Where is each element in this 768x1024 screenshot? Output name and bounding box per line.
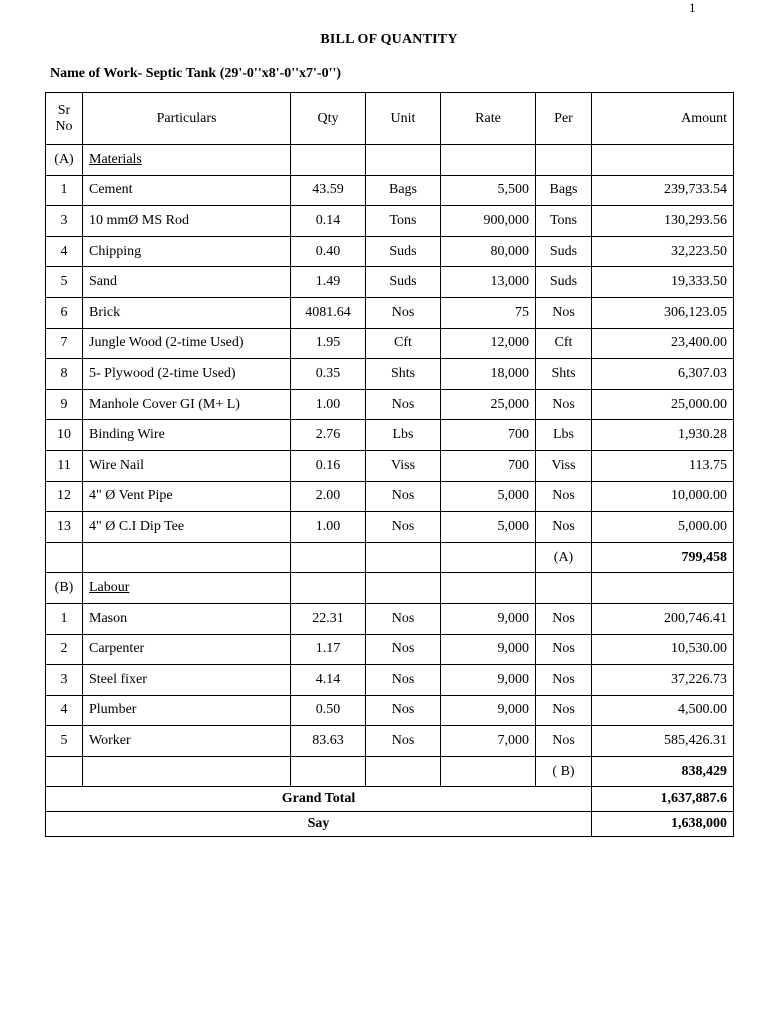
unit-cell: Nos	[366, 297, 441, 328]
empty-cell	[366, 145, 441, 176]
sr-no-cell: 6	[46, 297, 83, 328]
grand-total-amount: 1,637,887.6	[592, 787, 734, 812]
amount-cell: 4,500.00	[592, 695, 734, 726]
table-row	[46, 206, 734, 237]
qty-cell: 1.17	[291, 634, 366, 665]
empty-cell	[592, 145, 734, 176]
amount-cell: 23,400.00	[592, 328, 734, 359]
sr-no-cell: 9	[46, 389, 83, 420]
section-title: Materials	[89, 151, 142, 167]
work-name: Name of Work- Septic Tank (29'-0''x8'-0''x7'-0'')	[50, 66, 342, 81]
per-cell: Nos	[536, 665, 592, 696]
amount-cell: 10,530.00	[592, 634, 734, 665]
header-rate: Rate	[441, 93, 536, 145]
particulars-cell: Plumber	[83, 695, 291, 726]
rate-cell: 75	[441, 297, 536, 328]
empty-cell	[592, 573, 734, 604]
bill-of-quantity-table	[45, 92, 734, 837]
particulars-cell: Steel fixer	[83, 665, 291, 696]
empty-cell	[441, 573, 536, 604]
section-header-row	[46, 145, 734, 176]
empty-cell	[366, 542, 441, 573]
table-row	[46, 297, 734, 328]
per-cell: Tons	[536, 206, 592, 237]
document-title: BILL OF QUANTITY	[320, 32, 458, 47]
sr-no-cell: 1	[46, 175, 83, 206]
particulars-cell: Manhole Cover GI (M+ L)	[83, 389, 291, 420]
particulars-cell: Chipping	[83, 236, 291, 267]
amount-cell: 1,930.28	[592, 420, 734, 451]
rate-cell: 700	[441, 450, 536, 481]
table-row	[46, 328, 734, 359]
particulars-cell: Jungle Wood (2-time Used)	[83, 328, 291, 359]
table-row	[46, 634, 734, 665]
empty-cell	[441, 756, 536, 787]
section-header-row	[46, 573, 734, 604]
table-row	[46, 450, 734, 481]
particulars-cell: Binding Wire	[83, 420, 291, 451]
rate-cell: 7,000	[441, 726, 536, 757]
empty-cell	[366, 573, 441, 604]
unit-cell: Nos	[366, 603, 441, 634]
particulars-cell: Carpenter	[83, 634, 291, 665]
per-cell: Lbs	[536, 420, 592, 451]
qty-cell: 4081.64	[291, 297, 366, 328]
unit-cell: Suds	[366, 267, 441, 298]
rate-cell: 900,000	[441, 206, 536, 237]
unit-cell: Nos	[366, 512, 441, 543]
sr-no-cell: 12	[46, 481, 83, 512]
table-row	[46, 175, 734, 206]
qty-cell: 0.35	[291, 359, 366, 390]
amount-cell: 113.75	[592, 450, 734, 481]
per-cell: Nos	[536, 726, 592, 757]
qty-cell: 1.00	[291, 512, 366, 543]
table-header-row	[46, 93, 734, 145]
qty-cell: 0.16	[291, 450, 366, 481]
rate-cell: 9,000	[441, 665, 536, 696]
header-sr-no	[46, 93, 83, 145]
header-per: Per	[536, 93, 592, 145]
unit-cell: Nos	[366, 481, 441, 512]
empty-cell	[291, 573, 366, 604]
particulars-cell: 4" Ø Vent Pipe	[83, 481, 291, 512]
sr-no-cell: 3	[46, 665, 83, 696]
rate-cell: 9,000	[441, 603, 536, 634]
rate-cell: 5,000	[441, 512, 536, 543]
qty-cell: 22.31	[291, 603, 366, 634]
rate-cell: 13,000	[441, 267, 536, 298]
unit-cell: Nos	[366, 695, 441, 726]
amount-cell: 306,123.05	[592, 297, 734, 328]
rate-cell: 9,000	[441, 634, 536, 665]
amount-cell: 239,733.54	[592, 175, 734, 206]
amount-cell: 200,746.41	[592, 603, 734, 634]
unit-cell: Lbs	[366, 420, 441, 451]
sr-no-cell: 5	[46, 267, 83, 298]
section-title-cell	[83, 573, 291, 604]
per-cell: Nos	[536, 603, 592, 634]
qty-cell: 0.14	[291, 206, 366, 237]
amount-cell: 37,226.73	[592, 665, 734, 696]
say-label: Say	[46, 812, 592, 837]
sr-no-cell: 8	[46, 359, 83, 390]
table-row	[46, 267, 734, 298]
table-row	[46, 481, 734, 512]
header-no-label: No	[55, 118, 73, 134]
qty-cell: 1.95	[291, 328, 366, 359]
unit-cell: Nos	[366, 634, 441, 665]
sr-no-cell: 1	[46, 603, 83, 634]
particulars-cell: 5- Plywood (2-time Used)	[83, 359, 291, 390]
section-title: Labour	[89, 580, 130, 596]
say-row	[46, 812, 734, 837]
amount-cell: 10,000.00	[592, 481, 734, 512]
rate-cell: 5,000	[441, 481, 536, 512]
unit-cell: Cft	[366, 328, 441, 359]
header-particulars: Particulars	[83, 93, 291, 145]
rate-cell: 5,500	[441, 175, 536, 206]
per-cell: Suds	[536, 236, 592, 267]
qty-cell: 2.76	[291, 420, 366, 451]
header-amount: Amount	[592, 93, 734, 145]
sr-no-cell: 10	[46, 420, 83, 451]
unit-cell: Nos	[366, 389, 441, 420]
empty-cell	[46, 542, 83, 573]
particulars-cell: Brick	[83, 297, 291, 328]
qty-cell: 1.00	[291, 389, 366, 420]
subtotal-amount: 799,458	[592, 542, 734, 573]
empty-cell	[291, 756, 366, 787]
rate-cell: 25,000	[441, 389, 536, 420]
sr-no-cell: 4	[46, 236, 83, 267]
section-label: (A)	[46, 145, 83, 176]
per-cell: Shts	[536, 359, 592, 390]
subtotal-label: (A)	[536, 542, 592, 573]
per-cell: Nos	[536, 297, 592, 328]
header-unit: Unit	[366, 93, 441, 145]
table-row	[46, 420, 734, 451]
per-cell: Cft	[536, 328, 592, 359]
particulars-cell: 10 mmØ MS Rod	[83, 206, 291, 237]
rate-cell: 80,000	[441, 236, 536, 267]
amount-cell: 6,307.03	[592, 359, 734, 390]
qty-cell: 43.59	[291, 175, 366, 206]
empty-cell	[83, 756, 291, 787]
per-cell: Nos	[536, 634, 592, 665]
qty-cell: 1.49	[291, 267, 366, 298]
empty-cell	[291, 542, 366, 573]
particulars-cell: Cement	[83, 175, 291, 206]
rate-cell: 12,000	[441, 328, 536, 359]
per-cell: Bags	[536, 175, 592, 206]
amount-cell: 130,293.56	[592, 206, 734, 237]
sr-no-cell: 7	[46, 328, 83, 359]
unit-cell: Suds	[366, 236, 441, 267]
per-cell: Suds	[536, 267, 592, 298]
unit-cell: Nos	[366, 665, 441, 696]
sr-no-cell: 2	[46, 634, 83, 665]
empty-cell	[536, 145, 592, 176]
header-qty: Qty	[291, 93, 366, 145]
sr-no-cell: 11	[46, 450, 83, 481]
particulars-cell: Sand	[83, 267, 291, 298]
unit-cell: Shts	[366, 359, 441, 390]
table-row	[46, 665, 734, 696]
qty-cell: 0.40	[291, 236, 366, 267]
empty-cell	[536, 573, 592, 604]
unit-cell: Nos	[366, 726, 441, 757]
particulars-cell: Mason	[83, 603, 291, 634]
sr-no-cell: 3	[46, 206, 83, 237]
rate-cell: 18,000	[441, 359, 536, 390]
subtotal-row	[46, 756, 734, 787]
empty-cell	[366, 756, 441, 787]
grand-total-row	[46, 787, 734, 812]
per-cell: Nos	[536, 512, 592, 543]
per-cell: Viss	[536, 450, 592, 481]
unit-cell: Tons	[366, 206, 441, 237]
table-row	[46, 389, 734, 420]
amount-cell: 5,000.00	[592, 512, 734, 543]
page-number: 1	[689, 0, 696, 15]
per-cell: Nos	[536, 389, 592, 420]
qty-cell: 0.50	[291, 695, 366, 726]
table-row	[46, 236, 734, 267]
particulars-cell: 4" Ø C.I Dip Tee	[83, 512, 291, 543]
table-row	[46, 726, 734, 757]
empty-cell	[441, 145, 536, 176]
qty-cell: 4.14	[291, 665, 366, 696]
say-amount: 1,638,000	[592, 812, 734, 837]
amount-cell: 19,333.50	[592, 267, 734, 298]
amount-cell: 585,426.31	[592, 726, 734, 757]
qty-cell: 83.63	[291, 726, 366, 757]
rate-cell: 700	[441, 420, 536, 451]
grand-total-label: Grand Total	[46, 787, 592, 812]
subtotal-amount: 838,429	[592, 756, 734, 787]
amount-cell: 25,000.00	[592, 389, 734, 420]
table-row	[46, 603, 734, 634]
unit-cell: Viss	[366, 450, 441, 481]
per-cell: Nos	[536, 481, 592, 512]
amount-cell: 32,223.50	[592, 236, 734, 267]
per-cell: Nos	[536, 695, 592, 726]
subtotal-label: ( B)	[536, 756, 592, 787]
section-label: (B)	[46, 573, 83, 604]
empty-cell	[46, 756, 83, 787]
sr-no-cell: 13	[46, 512, 83, 543]
empty-cell	[441, 542, 536, 573]
unit-cell: Bags	[366, 175, 441, 206]
section-title-cell	[83, 145, 291, 176]
qty-cell: 2.00	[291, 481, 366, 512]
sr-no-cell: 5	[46, 726, 83, 757]
sr-no-cell: 4	[46, 695, 83, 726]
header-sr-label: Sr	[57, 102, 71, 118]
table-row	[46, 512, 734, 543]
particulars-cell: Wire Nail	[83, 450, 291, 481]
empty-cell	[291, 145, 366, 176]
empty-cell	[83, 542, 291, 573]
rate-cell: 9,000	[441, 695, 536, 726]
particulars-cell: Worker	[83, 726, 291, 757]
subtotal-row	[46, 542, 734, 573]
table-row	[46, 695, 734, 726]
table-row	[46, 359, 734, 390]
